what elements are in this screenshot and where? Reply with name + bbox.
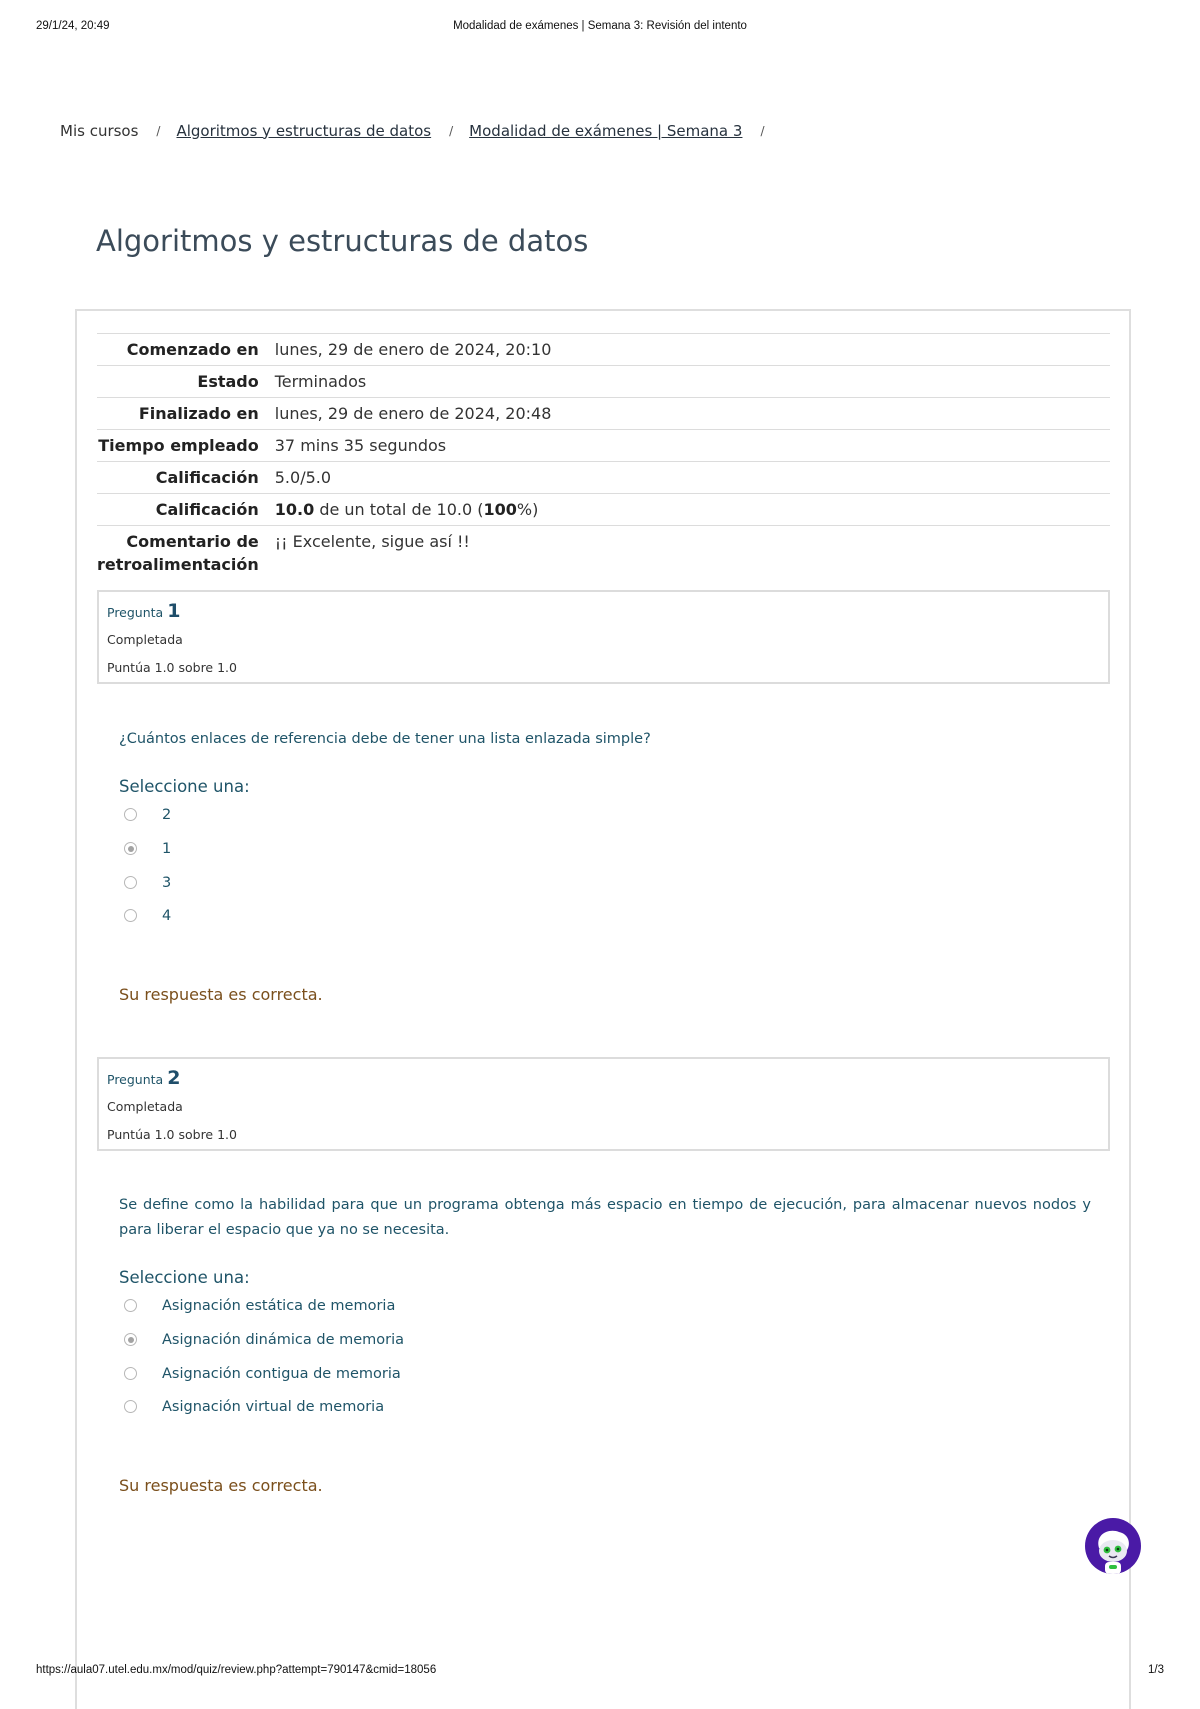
answer-prompt: Seleccione una:: [119, 777, 250, 796]
question-grade: Puntúa 1.0 sobre 1.0: [107, 660, 237, 675]
summary-row: [97, 494, 1110, 526]
question-number: [107, 1067, 180, 1089]
summary-label: Tiempo empleado: [98, 436, 259, 455]
question-info-box: [97, 590, 1110, 684]
answer-option-label: Asignación virtual de memoria: [162, 1399, 385, 1415]
grade-points: 10.0: [274, 500, 315, 519]
answer-option-label: 4: [162, 908, 172, 924]
radio-button[interactable]: [124, 1299, 137, 1312]
answer-option-label: Asignación estática de memoria: [162, 1298, 396, 1314]
attempt-summary-table: [97, 333, 1110, 580]
summary-value: 5.0/5.0: [274, 468, 332, 487]
answer-option-label: 2: [162, 807, 172, 823]
summary-label: Finalizado en: [138, 404, 259, 423]
summary-value: lunes, 29 de enero de 2024, 20:48: [274, 404, 552, 423]
question-state: Completada: [107, 632, 183, 647]
summary-label: Calificación: [155, 500, 259, 519]
question-text: ¿Cuántos enlaces de referencia debe de tener una lista enlazada simple?: [119, 731, 651, 747]
print-footer: [36, 1664, 1164, 1680]
answer-option-label: 3: [162, 875, 172, 891]
answer-option-label: Asignación dinámica de memoria: [162, 1332, 405, 1348]
breadcrumb-separator: /: [156, 123, 161, 138]
question-grade: Puntúa 1.0 sobre 1.0: [107, 1127, 237, 1142]
answer-feedback: Su respuesta es correcta.: [119, 1476, 323, 1495]
summary-label: Comenzado en: [126, 340, 259, 359]
summary-value: [272, 494, 1110, 526]
breadcrumb-item-mis-cursos[interactable]: Mis cursos: [60, 121, 139, 140]
answer-prompt: Seleccione una:: [119, 1268, 250, 1287]
grade-percent-suffix: %): [516, 500, 539, 519]
breadcrumb: [60, 121, 781, 140]
grade-percent: 100: [483, 500, 517, 519]
answer-feedback: Su respuesta es correcta.: [119, 985, 323, 1004]
breadcrumb-item-quiz[interactable]: Modalidad de exámenes | Semana 3: [469, 121, 743, 140]
summary-value: 37 mins 35 segundos: [274, 436, 447, 455]
question-number-value: 2: [167, 1067, 181, 1089]
summary-label: Calificación: [155, 468, 259, 487]
page-title: Algoritmos y estructuras de datos: [96, 224, 589, 258]
print-header: [36, 20, 1164, 36]
question-text: Se define como la habilidad para que un programa obtenga más espacio en tiempo de ejecución, para almacenar nuevos nodos y para liberar el espacio que ya no se necesita.: [119, 1197, 1091, 1238]
radio-button[interactable]: [124, 1367, 137, 1380]
chat-assistant-button[interactable]: [1085, 1518, 1141, 1574]
grade-total: de un total de 10.0 (: [314, 500, 484, 519]
breadcrumb-separator: /: [449, 123, 454, 138]
summary-row: [97, 526, 1110, 581]
radio-button-selected[interactable]: [124, 842, 137, 855]
question-info-box: [97, 1057, 1110, 1151]
question-number: [107, 600, 180, 622]
summary-label: Estado: [197, 372, 259, 391]
summary-row: [97, 398, 1110, 430]
question-number-value: 1: [167, 600, 181, 622]
print-date: 29/1/24, 20:49: [36, 20, 110, 32]
radio-button[interactable]: [124, 876, 137, 889]
radio-button[interactable]: [124, 909, 137, 922]
summary-row: [97, 430, 1110, 462]
summary-value: ¡¡ Excelente, sigue así !!: [274, 532, 470, 551]
print-title: Modalidad de exámenes | Semana 3: Revisión del intento: [453, 20, 747, 32]
summary-label: Comentario de retroalimentación: [97, 532, 259, 574]
answer-option-label: Asignación contigua de memoria: [162, 1366, 401, 1382]
radio-button[interactable]: [124, 1400, 137, 1413]
summary-row: [97, 462, 1110, 494]
radio-button-selected[interactable]: [124, 1333, 137, 1346]
page-url: https://aula07.utel.edu.mx/mod/quiz/review.php?attempt=790147&cmid=18056: [36, 1664, 437, 1676]
chat-bot-icon: [1085, 1518, 1141, 1574]
breadcrumb-separator: /: [760, 123, 765, 138]
summary-value: Terminados: [274, 372, 367, 391]
question-label: Pregunta: [107, 605, 164, 620]
summary-value: lunes, 29 de enero de 2024, 20:10: [274, 340, 552, 359]
question-state: Completada: [107, 1099, 183, 1114]
answer-option-label: 1: [162, 841, 172, 857]
breadcrumb-item-course[interactable]: Algoritmos y estructuras de datos: [176, 121, 432, 140]
summary-row: [97, 366, 1110, 398]
question-label: Pregunta: [107, 1072, 164, 1087]
summary-row: [97, 334, 1110, 366]
page-number: 1/3: [1148, 1664, 1164, 1676]
radio-button[interactable]: [124, 808, 137, 821]
